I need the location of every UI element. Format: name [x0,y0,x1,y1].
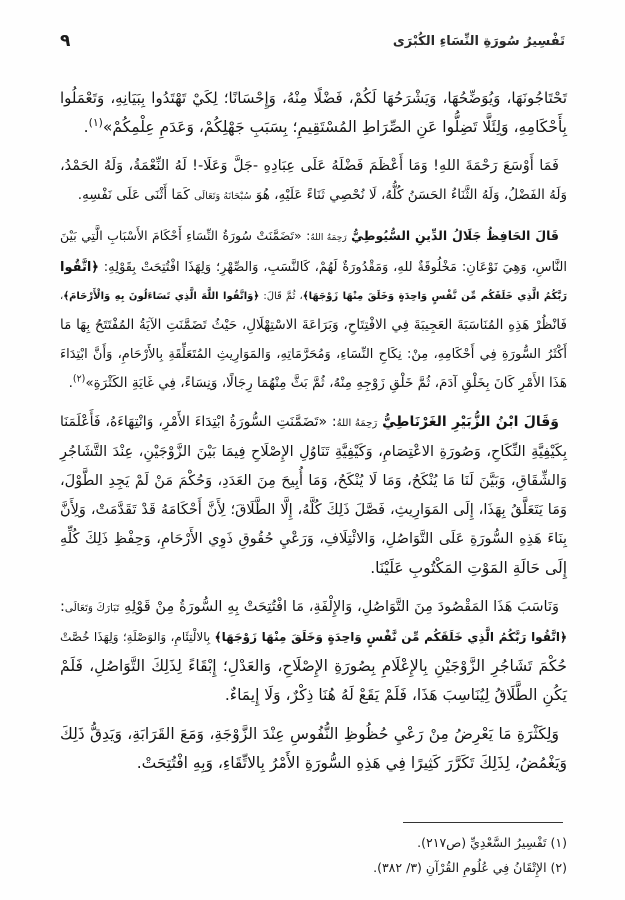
paragraph [60,720,567,778]
honorific: تَبَارَكَ وَتَعَالَى [64,602,120,614]
text-line [60,554,567,583]
body-text: وَالشِّقَاقِ، وَبَيَّنَ لَنَا مَا يُنْكَحُ، وَمَا لَا يُنْكَحُ، وَمَا أُبِيحَ مِنَ العَدَدِ، وَحُكْمَ مَنْ لَمْ يَجِدِ الطَّوْلَ، [60,473,567,489]
quran-verse: ﴿اتَّقُوا [60,260,99,275]
body-text: أَكْثَرُ السُّورَةِ فِي أَحْكَامِهِ، مِنْ: نِكَاحِ النِّسَاءِ، وَمُحَرَّمَاتِهِ، وَالمَوَارِيثِ المُتَعَلِّقَةِ بِالأَرْحَامِ، وَأَنَّ ابْتِدَاءَ [60,347,567,362]
body-text: فَانْظُرْ هَذِهِ المُنَاسَبَةَ العَجِيبَةَ فِي الافْتِتَاحِ، وَبَرَاعَةَ الاسْتِهْلَالِ، حَيْثُ تَضَمَّنَتِ الآيَةُ المُفْتَتَحُ بِهَا مَا [60,317,567,333]
text-line [60,623,567,652]
text-line [60,496,567,525]
page-header [60,26,565,56]
body-text: . [83,118,89,136]
author-name: قَالَ الحَافِظُ جَلَالُ الدِّينِ السُّيُوطِيُّ [351,228,559,243]
footnotes [60,830,567,880]
text-line [60,311,567,340]
quran-verse: رَبَّكُمُ الَّذِي خَلَقَكُم مِّن نَّفْسٍ وَاحِدَةٍ وَخَلَقَ مِنْهَا زَوْجَهَا﴾ [302,291,568,302]
body-text: إِلَى حَالَةِ المَوْتِ المَكْتُوبِ عَلَيْنَا. [370,559,567,577]
body-text: بِالالْتِئَامِ، وَالوَصْلَةِ؛ وَلِهَذَا خُصَّتْ [60,630,215,644]
paragraph [60,152,567,211]
text-line [60,438,567,467]
body-text: النَّاسِ، وَهِيَ نَوْعَانِ: مَخْلُوقَةٌ للهِ، وَمَقْدُورَةٌ لَهُمْ، كَالنَّسَبِ، وَالصِّهْرِ؛ وَلِهَذَا افْتُتِحَتْ بِقَوْلِهِ: [98,260,567,275]
paragraph [60,408,567,583]
quran-verse: ﴿وَاتَّقُوا اللَّهَ الَّذِي تَسَاءَلُونَ بِهِ وَالْأَرْحَامَ﴾ [63,291,260,302]
text-line [60,720,567,749]
footnote: (٢) الإِتْقَانُ فِي عُلُومِ القُرْآنِ (٣/ ٣٨٢). [373,860,567,875]
body-text: بِنَاءَ هَذِهِ السُّورَةِ عَلَى التَّوَاصُلِ، وَالائْتِلَافِ، وَرَعْيِ حُقُوقِ ذَوِي الأَرْحَامِ، وَحِفْظِ ذَلِكَ كُلِّهِ [60,531,567,547]
text-line [60,282,567,311]
body-text: فَمَا أَوْسَعَ رَحْمَةَ اللهِ! وَمَا أَعْظَمَ فَضْلَهُ عَلَى عِبَادِهِ -جَلَّ وَعَلَا-! لَهُ النِّعْمَةُ، وَلَهُ الحَمْدُ، [60,158,559,174]
body-text: وَنَاسَبَ هَذَا المَقْصُودَ مِنَ التَّوَاصُلِ، وَالإِلْفَةِ، مَا افْتُتِحَتْ بِهِ السُّورَةُ مِنْ قَوْلِهِ [119,599,559,615]
text-line [60,84,567,113]
body-text: تَحْتَاجُونَهَا، وَيُوَضِّحُهَا، وَيَشْرَحُهَا لَكُمْ، فَضْلًا مِنْهُ، وَإِحْسَانًا؛ لِكَيْ تَهْتَدُوا بِبَيَانِهِ، وَتَعْمَلُوا [60,89,567,107]
quran-verse: ﴿اتَّقُوا رَبَّكُمُ الَّذِي خَلَقَكُم مِّن نَّفْسٍ وَاحِدَةٍ وَخَلَقَ مِنْهَا زَوْجَهَا﴾ [214,630,567,644]
text-line [60,181,567,211]
text-line [60,113,567,142]
author-name: وَقَالَ ابْنُ الزُّبَيْرِ الغَرْنَاطِيُّ [382,414,560,430]
body-text: وَلِكَثْرَةِ مَا يَعْرِضُ مِنْ رَعْيِ حُظُوظِ النُّفُوسِ عِنْدَ الزَّوْجَةِ، وَمَعَ القَرَابَةِ، وَيَدِقُّ ذَلِكَ [60,725,559,743]
text-line [60,525,567,554]
body-text: حُكْمَ تَشَاجُرِ الزَّوْجَيْنِ بِالإِعْلَامِ بِصُورَةِ الإِصْلَاحِ، وَالعَدْلِ؛ إِبْقَاءً لِذَلِكَ التَّوَاصُلِ، فَلَمْ [60,657,567,675]
honorific: سُبْحَانَهُ وَتَعَالَى [194,191,252,202]
body-text: هَذَا الأَمْرِ كَانَ بِخَلْقِ آدَمَ، ثُمَّ خَلْقِ زَوْجِهِ مِنْهُ، ثُمَّ بَثَّ مِنْهُمَا رِجَالًا، وَنِسَاءً، فِي غَايَةِ الكَثْرَةِ» [85,375,567,391]
text-line [60,152,567,181]
body-text: ، ثُمَّ قَالَ: [259,291,303,302]
honorific: رَحِمَهُ اللهُ [336,418,378,429]
text-line [60,221,567,253]
body-text: ، [60,291,64,302]
footnote-ref: (١) [88,115,103,129]
text-line [60,652,567,681]
honorific: رَحِمَهُ اللهُ [310,233,347,243]
body-text: وَمَا يَتَعَلَّقُ بِهَذَا، إِلَى المَوَارِيثِ، فَصَّلَ ذَلِكَ كُلَّهُ، إِلَّا الطَّلَاقَ؛ لِأَنَّ أَحْكَامَهُ قَدْ تَقَدَّمَتْ، وَلِأَنَّ [60,502,567,518]
body-text: يَكُنِ الطَّلَاقُ لِيُنَاسِبَ هَذَا، فَلَمْ يَقَعْ لَهُ هُنَا ذِكْرٌ، وَلَا إِيمَاءٌ. [224,686,567,704]
text-line [60,467,567,496]
text-line [60,369,567,398]
main-text [60,84,567,778]
text-line [60,253,567,282]
body-text: : «تَضَمَّنَتِ السُّورَةُ ابْتِدَاءَ الأَمْرِ، وَانْتِهَاءَهُ، فَأَعْلَمَنَا [60,414,337,430]
text-line [60,340,567,369]
footnote-ref: (٢) [72,373,86,385]
body-text: وَيَغْمُضُ، لِذَلِكَ تَكَرَّرَ كَثِيرًا فِي هَذِهِ السُّورَةِ الأَمْرُ بِالاتِّقَاءِ، وَبِهِ افْتُتِحَتْ. [136,754,567,772]
body-text: : [60,599,65,615]
body-text: بِأَحْكَامِهِ، وَلِئَلَّا تَضِلُّوا عَنِ الصِّرَاطِ المُسْتَقِيمِ؛ بِسَبَبِ جَهْلِكُمْ، وَعَدَمِ عِلْمِكُمْ» [102,118,567,136]
text-line [60,593,567,623]
body-text: وَلَهُ الفَضْلُ، وَلَهُ الثَّنَاءُ الحَسَنُ كُلُّهُ، لَا نُحْصِي ثَنَاءً عَلَيْهِ، هُوَ [251,187,567,203]
paragraph [60,221,567,398]
footnote: (١) تَفْسِيرُ السَّعْدِيِّ (ص٢١٧). [417,835,567,850]
body-text: بِكَيْفِيَّةِ النِّكَاحِ، وَصُورَةِ الاعْتِصَامِ، وَكَيْفِيَّةِ تَنَاوُلِ الإِصْلَاحِ فِيمَا بَيْنَ الزَّوْجَيْنِ، عِنْدَ التَّشَاجُرِ [60,444,567,460]
text-line [60,749,567,778]
running-title: تَفْسِيرُ سُورَةِ النِّسَاءِ الكُبْرَى [392,33,565,49]
body-text: كَمَا أَثْنَى عَلَى نَفْسِهِ. [77,187,195,203]
body-text: . [68,375,73,391]
text-line [60,408,567,438]
paragraph [60,593,567,710]
body-text: : «تَضَمَّنَتْ سُورَةُ النِّسَاءِ أَحْكَامَ الأَسْبَابِ الَّتِي بَيْنَ [60,228,311,243]
page-number: ٩ [60,31,71,51]
footnote-separator [403,822,563,823]
paragraph [60,84,567,142]
text-line [60,681,567,710]
